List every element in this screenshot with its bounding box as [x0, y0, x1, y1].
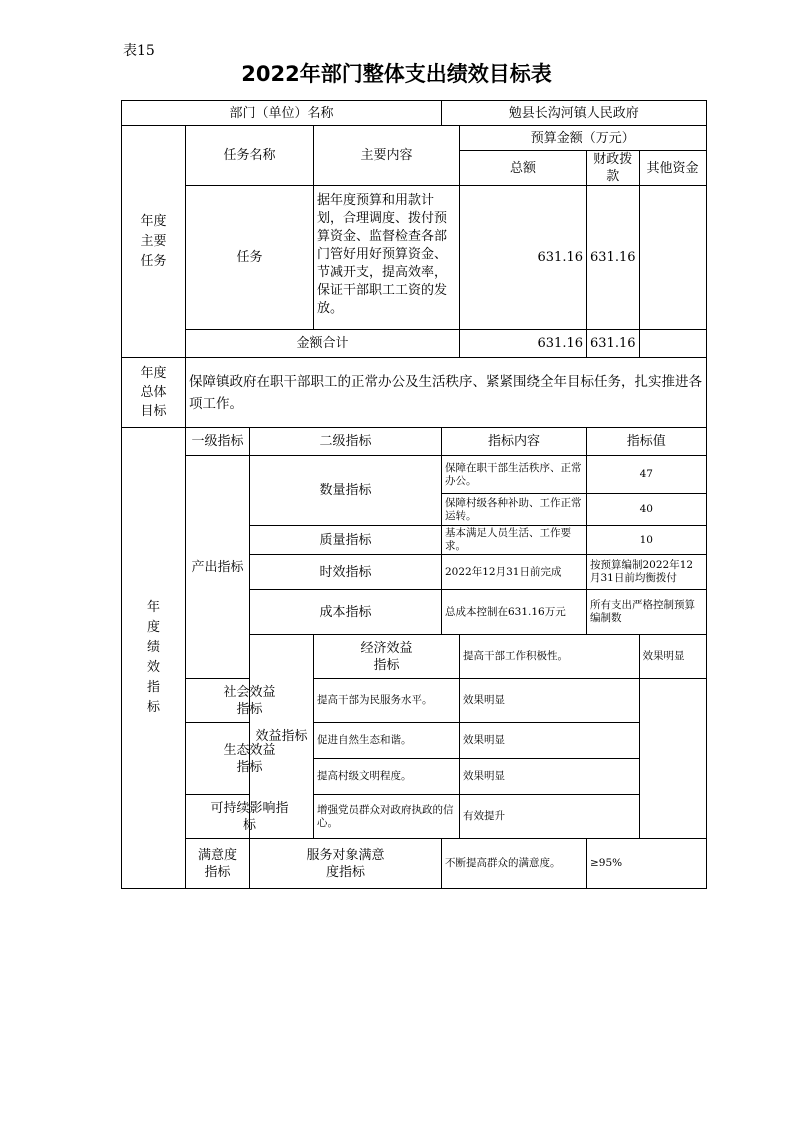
- task-name: 任务: [186, 186, 314, 330]
- economic-indicator-label: 经济效益指标: [314, 635, 460, 679]
- eco-content-1: 促进自然生态和谐。: [314, 723, 460, 759]
- sustain-content: 增强党员群众对政府执政的信心。: [314, 795, 460, 839]
- satisfaction-value: ≥95%: [587, 839, 707, 889]
- quantity-value-2: 40: [587, 494, 707, 526]
- eco-indicator-label: 生态效益指标: [186, 723, 314, 795]
- timeliness-value: 按预算编制2022年12月31日前均衡拨付: [587, 555, 707, 590]
- task-total: 631.16: [460, 186, 587, 330]
- social-indicator-label: 社会效益指标: [186, 679, 314, 723]
- total-header: 总额: [460, 151, 587, 186]
- page-title: 2022年部门整体支出绩效目标表: [241, 62, 552, 86]
- task-name-header: 任务名称: [186, 126, 314, 186]
- sustain-indicator-label: 可持续影响指标: [186, 795, 314, 839]
- quality-content: 基本满足人员生活、工作要求。: [442, 526, 587, 555]
- eco-value-2: 效果明显: [460, 759, 640, 795]
- performance-table: [121, 100, 707, 889]
- level2-header: 二级指标: [250, 428, 442, 456]
- benefit-indicator-label: 效益指标: [250, 635, 314, 839]
- content-header: 指标内容: [442, 428, 587, 456]
- dept-value: 勉县长沟河镇人民政府: [442, 101, 707, 126]
- task-content-header: 主要内容: [314, 126, 460, 186]
- sum-fiscal: 631.16: [587, 330, 640, 358]
- quantity-value-1: 47: [587, 456, 707, 494]
- satisfaction-sub-label: 服务对象满意度指标: [250, 839, 442, 889]
- task-content: 据年度预算和用款计划，合理调度、拨付预算资金、监督检查各部门管好用好预算资金、节减开支，提高效率，保证干部职工工资的发放。: [314, 186, 460, 330]
- eco-content-2: 提高村级文明程度。: [314, 759, 460, 795]
- social-value: 效果明显: [460, 679, 640, 723]
- timeliness-indicator-label: 时效指标: [250, 555, 442, 590]
- timeliness-content: 2022年12月31日前完成: [442, 555, 587, 590]
- indicators-label: 年度绩效指标: [122, 428, 186, 889]
- overall-goal-label: 年度总体目标: [122, 358, 186, 428]
- quantity-indicator-label: 数量指标: [250, 456, 442, 526]
- budget-header: 预算金额（万元）: [460, 126, 707, 151]
- task-section-label: 年度主要任务: [122, 126, 186, 358]
- sustain-value: 有效提升: [460, 795, 640, 839]
- sum-total: 631.16: [460, 330, 587, 358]
- economic-value: 效果明显: [639, 635, 706, 679]
- task-other: [639, 186, 706, 330]
- social-content: 提高干部为民服务水平。: [314, 679, 460, 723]
- level1-header: 一级指标: [186, 428, 250, 456]
- cost-value: 所有支出严格控制预算编制数: [587, 590, 707, 635]
- output-indicator-label: 产出指标: [186, 456, 250, 679]
- other-header: 其他资金: [639, 151, 706, 186]
- task-fiscal: 631.16: [587, 186, 640, 330]
- eco-value-1: 效果明显: [460, 723, 640, 759]
- cost-indicator-label: 成本指标: [250, 590, 442, 635]
- economic-content: 提高干部工作积极性。: [460, 635, 640, 679]
- overall-goal-text: 保障镇政府在职干部职工的正常办公及生活秩序、紧紧围绕全年目标任务，扎实推进各项工作。: [186, 358, 707, 428]
- satisfaction-indicator-label: 满意度指标: [186, 839, 250, 889]
- cost-content: 总成本控制在631.16万元: [442, 590, 587, 635]
- satisfaction-content: 不断提高群众的满意度。: [442, 839, 587, 889]
- table-number: 表15: [123, 43, 155, 59]
- quantity-content-1: 保障在职干部生活秩序、正常办公。: [442, 456, 587, 494]
- quality-value: 10: [587, 526, 707, 555]
- sum-label: 金额合计: [186, 330, 460, 358]
- dept-label: 部门（单位）名称: [122, 101, 442, 126]
- fiscal-header: 财政拨款: [587, 151, 640, 186]
- value-header: 指标值: [587, 428, 707, 456]
- sum-other: [639, 330, 706, 358]
- quality-indicator-label: 质量指标: [250, 526, 442, 555]
- quantity-content-2: 保障村级各种补助、工作正常运转。: [442, 494, 587, 526]
